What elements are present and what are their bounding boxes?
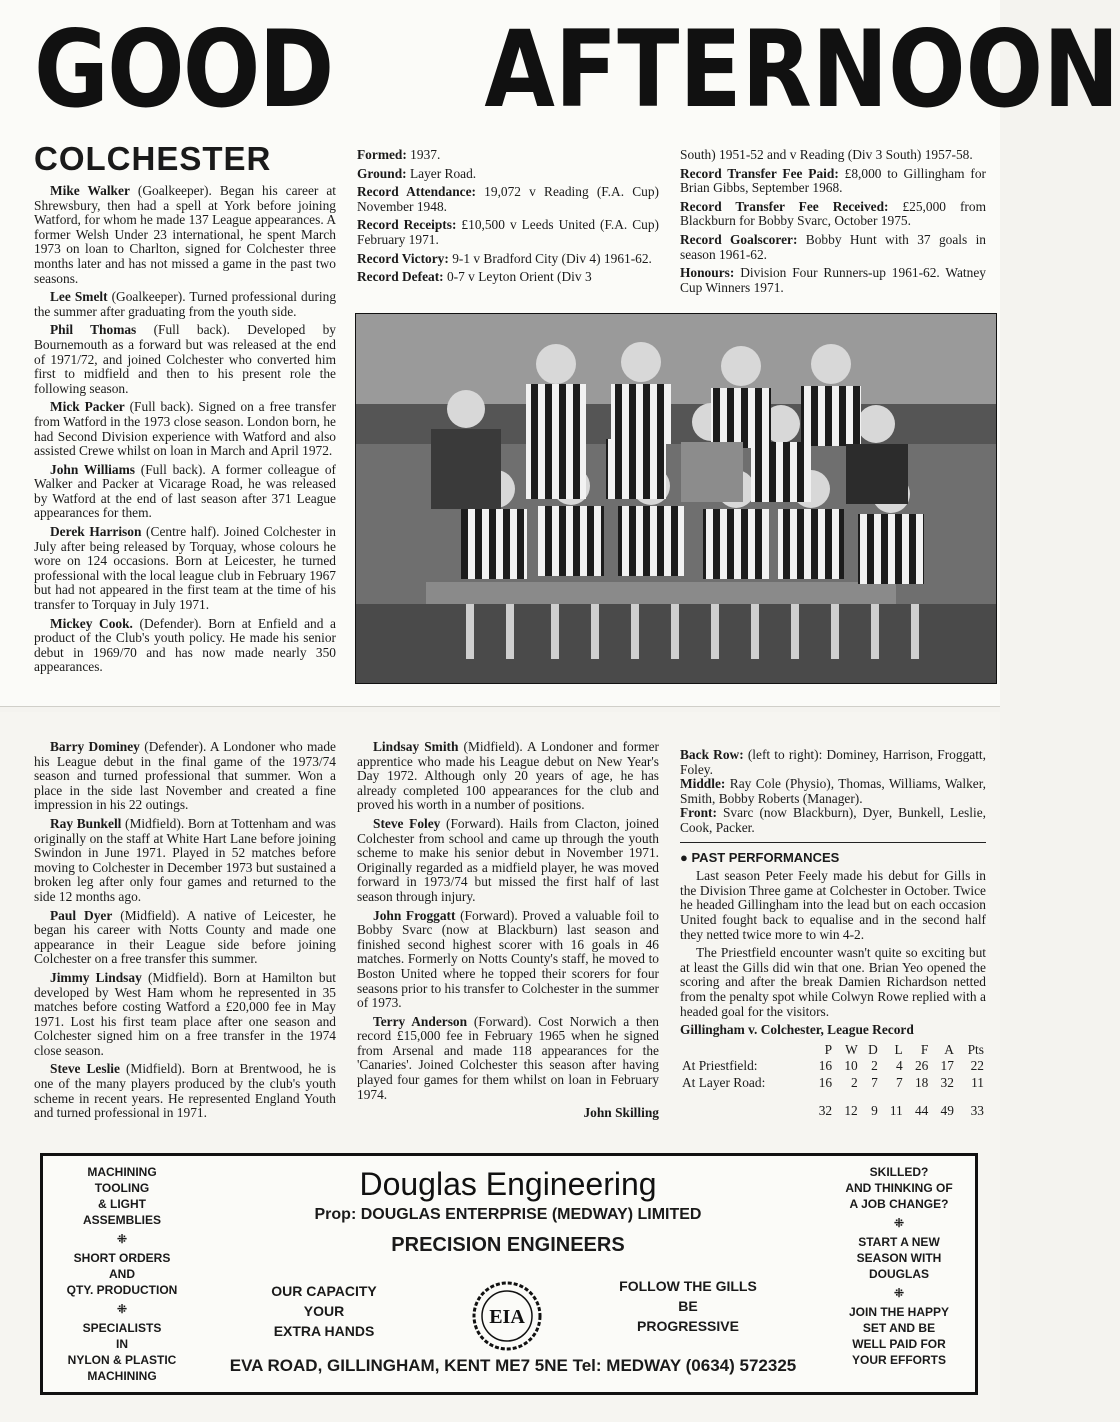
player-profile-label: Jimmy Lindsay [50,969,142,985]
player-profile-label: Paul Dyer [50,907,113,923]
table-cell: 10 [844,1058,858,1074]
club-title: COLCHESTER [34,140,272,177]
player-profile-text: (Goalkeeper). Turned professional during the summer after graduating from the youth side. [34,289,337,319]
player-profile-text: (Forward). Proved a valuable foil to Bobby Svarc (now at Blackburn) last season and finished second highest scorer with 16 goals in 46 matches. Formerly on Notts County's staff, he moved to Boston United where he topped their scorers for four seasons prior to his transfer to Colchester in the summer of 1973. [357,907,659,1011]
separator-icon: ⁜ [893,1216,905,1230]
club-record-text: Division Four Runners-up 1961-62. Watney Cup Winners 1971. [680,265,986,295]
past-performances-para: Last season Peter Feely made his debut for Gills in the Division Three game at Colchester in October. Twice he headed Gillingham into the lead but on each occasion United fought back to equalise and in the second half they netted twice more to win 4-2. [680,868,986,942]
league-record-row [680,1075,986,1092]
player-profile-label: Derek Harrison [50,524,142,540]
club-record [357,218,659,247]
advert-line: QTY. PRODUCTION [66,1283,178,1297]
club-record [357,148,659,163]
advert-tagline: PRECISION ENGINEERS [391,1234,625,1256]
advert-line: JOIN THE HAPPY [848,1305,950,1319]
advert-company-name: Douglas Engineering [359,1166,657,1202]
table-cell: 32 [940,1074,954,1090]
table-cell: 44 [914,1102,929,1118]
caption-text: Ray Cole (Physio), Thomas, Williams, Walker, Smith, Bobby Roberts (Manager). [680,776,986,806]
header-cell: Pts [967,1041,984,1057]
club-record-text: 0-7 v Leyton Orient (Div 3 [443,269,592,285]
club-record-label: Record Transfer Fee Paid: [680,165,839,181]
player-profile-label: Lee Smelt [50,289,108,305]
club-record [680,148,986,163]
players-column-3 [357,740,659,1125]
player-profile [357,909,659,1011]
caption-text: Svarc (now Blackburn), Dyer, Bunkell, Leslie, Cook, Packer. [680,805,986,835]
players-column-1 [34,184,336,679]
player-profile-text: (Full back). Developed by Bournemouth as a forward but was released at the end of 1971/72, and joined Colchester who converted him first to midfield and then to his present role the following season. [34,322,336,396]
player-profile-text: (Defender). Born at Enfield and a product of the Club's youth policy. He made his senior debut in 1969/70 and has now made nearly 350 appearances. [34,615,336,675]
past-performances-heading: ● PAST PERFORMANCES [680,849,840,865]
header-cell: A [944,1041,954,1057]
advert-right-list [835,1164,963,1368]
club-record-label: Honours: [680,265,735,281]
header-cell: W [845,1041,858,1057]
player-profile [357,740,659,813]
separator-icon: ⁜ [893,1286,905,1300]
right-column [680,748,986,1119]
advert-line: AND [109,1267,135,1281]
advert-line: SPECIALISTS [82,1321,162,1335]
player-profile [34,971,336,1059]
author-signature: John Skilling [583,1105,659,1121]
advert-line: FOLLOW THE GILLS [619,1278,757,1294]
club-record-label: Record Transfer Fee Received: [680,198,889,214]
caption-line [680,748,986,777]
player-profile-label: Mike Walker [50,183,130,198]
table-cell: 11 [889,1102,903,1118]
past-performances-para: The Priestfield encounter wasn't quite so exciting but at least the Gills did win that one. Brian Yeo opened the scoring and after the break Damien Richardson netted from the penalty spot while Colwyn Rowe replied with a headed goal for the visitors. [680,945,986,1019]
caption-line [680,777,986,806]
advert-line: YOUR [303,1303,345,1319]
header-cell: P [824,1041,833,1057]
club-record-label: Record Goalscorer: [680,231,798,247]
headline-word-good: GOOD [34,8,333,131]
player-profile-text: (Midfield). Born at Tottenham and was originally on the staff at White Hart Lane before joining Swindon in June 1971. Played in 52 matches before moving to Colchester in December 1973 but sustained a broken leg after only four games and returned to the side 12 months ago. [34,815,336,904]
caption-label: Middle: [680,776,726,792]
advert-line: PROGRESSIVE [637,1318,739,1334]
table-cell: 7 [896,1074,903,1090]
caption-line [680,806,986,835]
advert-line: IN [116,1337,128,1351]
advert-line: NYLON & PLASTIC [67,1353,177,1367]
table-cell: 2 [871,1058,878,1074]
separator-icon: ⁜ [116,1302,128,1316]
league-record-title: Gillingham v. Colchester, League Record [680,1022,914,1038]
player-profile-text: (Goalkeeper). Began his career at Shrewsbury, then had a spell at York before joining Watford, for whom he made 137 League appearances. A former Welsh Under 23 international, he spent March 1973 on loan to Charlton, signed for Colchester three months later and has not missed a game in the past two seasons. [34,183,337,286]
club-record-label: Record Receipts: [357,217,457,233]
advert-line: AND THINKING OF [845,1181,953,1195]
player-profile [357,817,659,905]
player-profile [34,740,336,813]
row-label [680,1091,809,1119]
player-profile [34,290,336,319]
club-record-label: Ground: [357,165,407,181]
league-record-row [680,1058,986,1075]
table-cell: 2 [851,1074,858,1090]
advert-line: EXTRA HANDS [273,1323,375,1339]
table-cell: 12 [844,1102,858,1118]
table-cell: 18 [914,1074,929,1090]
caption-label: Front: [680,805,717,821]
player-profile [34,463,336,521]
club-record-text: 1937. [406,147,441,162]
table-cell: 17 [940,1058,954,1074]
advert-line: SEASON WITH [856,1251,942,1265]
douglas-engineering-advert [40,1153,978,1395]
club-record-text: £25,000 from Blackburn for Bobby Svarc, October 1975. [680,198,986,229]
table-cell: 49 [940,1102,954,1118]
player-profile-label: Lindsay Smith [373,739,459,754]
advert-line: WELL PAID FOR [852,1337,946,1351]
club-record-label: Record Attendance: [357,184,476,200]
player-profile-text: (Midfield). A native of Leicester, he began his career with Notts County and made one appearance in their League side before joining Colchester on a free transfer this summer. [34,907,336,967]
advert-line: TOOLING [94,1181,150,1195]
player-profile-text: (Midfield). A Londoner and former apprentice who made his League debut on New Year's Day 1972. Although only 20 years of age, he has already completed 100 appearances for the club and proved his worth in a number of positions. [357,739,659,813]
table-cell: 33 [970,1102,984,1118]
team-photo [355,313,997,684]
player-profile-label: John Williams [50,461,135,477]
table-cell: 32 [818,1102,833,1118]
table-cell: 16 [818,1058,833,1074]
divider [680,842,986,843]
player-profile-text: (Defender). A Londoner who made his League debut in the final game of the 1973/74 season and turned professional that summer. Won a place in the side last November and created a fine impression in his 22 outings. [34,739,337,813]
header-cell: F [920,1041,929,1057]
player-profile [34,1062,336,1120]
advert-proprietor: Prop: DOUGLAS ENTERPRISE (MEDWAY) LIMITED [314,1206,702,1223]
player-profile-text: (Centre half). Joined Colchester in July after being released by Torquay, whose colours he wore on 124 occasions. Born at Leicester, he turned professional with the local league club in February 1967 but had not appeared in the first team at the time of his transfer to Torquay in July 1971. [34,524,336,613]
club-record [680,167,986,196]
headline [34,8,1120,131]
svg-text:EIA: EIA [489,1306,525,1328]
player-profile [357,1015,659,1103]
advert-line: OUR CAPACITY [271,1283,377,1299]
club-record [680,266,986,295]
advert-address: EVA ROAD, GILLINGHAM, KENT ME7 5NE Tel: MEDWAY (0634) 572325 [229,1356,797,1375]
table-cell: 16 [818,1074,833,1090]
player-profile-text: (Midfield). Born at Brentwood, he is one of the many players produced by the club's youth scheme in recent years. He represented England Youth and turned professional in 1971. [34,1061,336,1121]
row-label: At Layer Road: [682,1074,766,1090]
club-record-label: Record Victory: [357,250,449,266]
advert-line: ASSEMBLIES [82,1213,161,1227]
club-record-text: £8,000 to Gillingham for Brian Gibbs, September 1968. [680,165,986,196]
player-profile-label: John Froggatt [373,907,456,923]
player-profile-label: Barry Dominey [50,739,140,754]
player-profile [34,817,336,905]
player-profile [34,400,336,458]
player-profile [34,323,336,396]
player-profile-text: (Full back). Signed on a free transfer from Watford in the 1973 close season. London born, he had Second Division experience with Watford and also assisted Crewe whilst on loan in March and April 1972. [34,399,336,459]
advert-left-list [57,1164,187,1384]
club-record [357,252,659,267]
table-cell: 26 [914,1058,929,1074]
club-record-text: £10,500 v Leeds United (F.A. Cup) February 1971. [357,217,659,247]
advert-line: START A NEW [858,1235,940,1249]
row-label: At Priestfield: [682,1058,758,1074]
player-profile-label: Terry Anderson [373,1013,468,1029]
advert-line: A JOB CHANGE? [849,1197,949,1211]
caption-text: (left to right): Dominey, Harrison, Froggatt, Foley. [680,747,986,777]
header-cell: L [894,1041,903,1057]
club-record [680,233,986,262]
league-record-row [680,1091,986,1119]
advert-line: YOUR EFFORTS [851,1353,946,1367]
club-record [357,185,659,214]
table-cell: 22 [970,1058,984,1074]
advert-line: MACHINING [87,1165,157,1179]
eia-logo-icon [471,1280,543,1352]
table-cell: 7 [871,1074,878,1090]
headline-word-afternoon: AFTERNOON [484,8,1120,131]
player-profile-text: (Forward). Cost Norwich a then record £15,000 fee in February 1965 when he signed from Arsenal and made 118 appearances for the 'Canaries'. Joined Colchester this season after having played four games for them whilst on loan in February 1974. [357,1013,659,1102]
player-profile-label: Steve Foley [373,815,441,831]
header-cell: D [868,1041,878,1057]
player-profile-label: Phil Thomas [50,322,137,338]
club-record [680,200,986,229]
team-photo-image [356,314,996,683]
club-record-text: South) 1951-52 and v Reading (Div 3 South) 1957-58. [680,147,973,162]
player-profile-label: Steve Leslie [50,1061,120,1077]
league-record-header-row [680,1042,986,1059]
advert-line: SET AND BE [862,1321,936,1335]
advert-line: DOUGLAS [869,1267,929,1281]
club-record [357,270,659,285]
table-cell: 4 [896,1058,903,1074]
player-profile [34,909,336,967]
header-cell [680,1042,809,1059]
club-records-column [357,148,659,289]
advert-line: SHORT ORDERS [73,1251,171,1265]
player-profile-text: (Full back). A former colleague of Walker and Packer at Vicarage Road, he was released by Watford at the end of last season after 371 League appearances for them. [34,461,337,521]
player-profile [34,525,336,613]
advert-capacity [249,1281,399,1341]
table-cell: 9 [871,1102,878,1118]
club-record-text: 19,072 v Reading (F.A. Cup) November 1948. [357,184,659,214]
club-record-label: Formed: [357,147,407,162]
table-cell: 11 [971,1074,984,1090]
club-record [357,167,659,182]
player-profile [34,184,336,286]
club-record-text: 9-1 v Bradford City (Div 4) 1961-62. [448,250,652,266]
club-record-text: Layer Road. [406,165,477,181]
club-record-label: Record Defeat: [357,269,444,285]
club-records-column-continued [680,148,986,299]
player-profile-text: (Forward). Hails from Clacton, joined Colchester from school and came up through the youth scheme to make his senior debut in November 1971. Originally regarded as a midfield player, he was moved forward in 1973/74 but missed the first half of last season through injury. [357,815,659,904]
caption-label: Back Row: [680,747,744,762]
player-profile-label: Mick Packer [50,399,125,415]
club-record-text: Bobby Hunt with 37 goals in season 1961-62. [680,231,986,262]
advert-line: & LIGHT [98,1197,146,1211]
advert-line: SKILLED? [869,1165,929,1179]
separator-icon: ⁜ [116,1232,128,1246]
player-profile-text: (Midfield). Born at Hamilton but developed by West Ham whom he represented in 35 matches before costing Watford a £20,000 fee in May 1971. Lost his first team place after one season and Colchester signed him on a free transfer in the 1974 close season. [34,969,336,1058]
league-record-table [680,1042,986,1120]
player-profile-label: Ray Bunkell [50,815,122,831]
team-photo-caption [680,748,986,836]
player-profile [34,617,336,675]
players-column-2 [34,740,336,1125]
player-profile-label: Mickey Cook. [50,615,133,631]
advert-line: MACHINING [87,1369,157,1383]
advert-line: BE [678,1298,698,1314]
advert-follow-the-gills [603,1276,773,1336]
